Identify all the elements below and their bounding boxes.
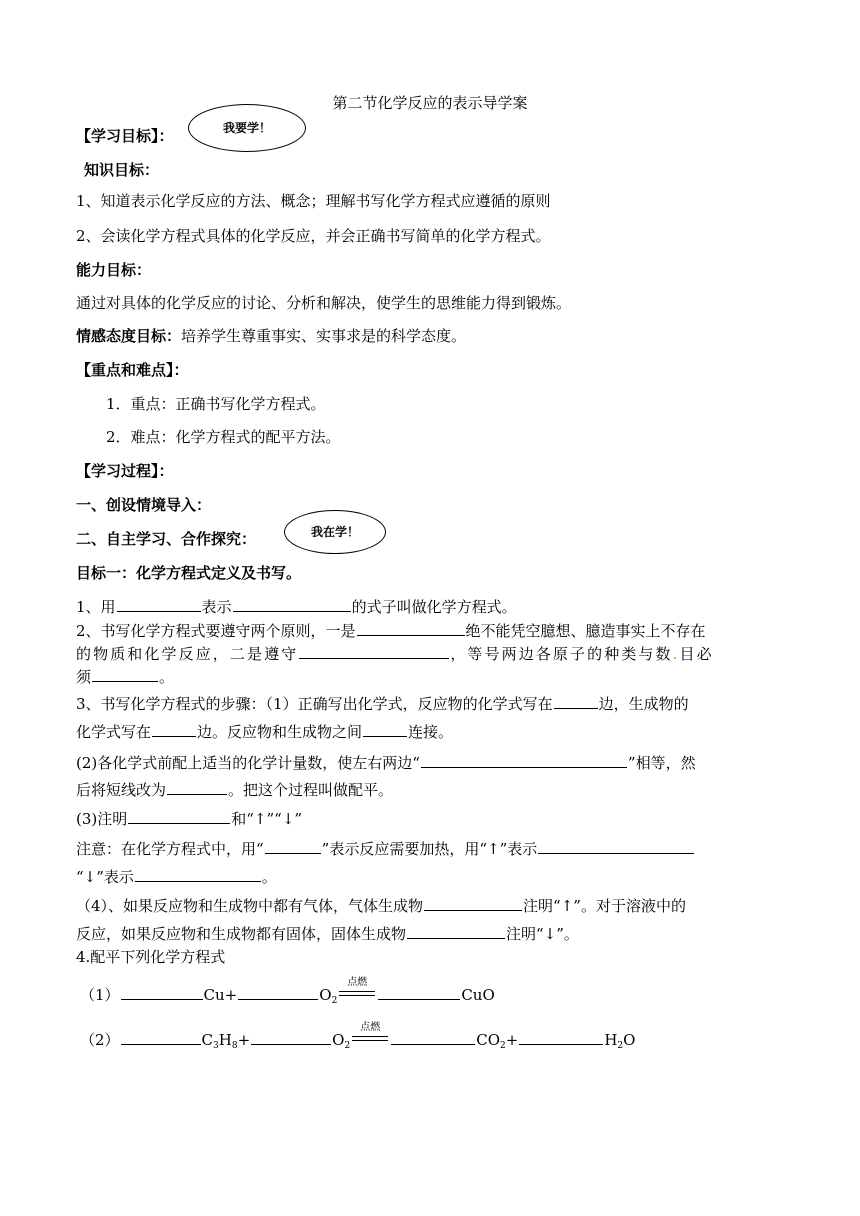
q3-4-blank-2[interactable]: [407, 923, 505, 939]
q3-blank-1[interactable]: [554, 693, 598, 709]
q1-blank-1[interactable]: [117, 596, 201, 612]
eq2-sub-2: 2: [344, 1041, 351, 1051]
eq2-sub-3: 2: [500, 1041, 506, 1051]
q3-4-text-a: （4）、如果反应物和生成物中都有气体，气体生成物: [76, 897, 424, 915]
knowledge-goal-2: 2、会读化学方程式具体的化学反应，并会正确书写简单的化学方程式。: [76, 227, 551, 245]
emotion-goal-label: 情感态度目标：: [76, 327, 182, 345]
note-line-1: [76, 838, 695, 859]
speech-bubble-want-to-learn: 我要学！: [188, 104, 306, 152]
question-3-2-line-1: [76, 752, 696, 773]
knowledge-goal-1: 1、知道表示化学反应的方法、概念；理解书写化学方程式应遵循的原则: [76, 192, 551, 210]
q3-4-text-b: 注明“↑”。对于溶液中的: [523, 897, 686, 915]
q3-2-text-b: ”相等，然: [627, 754, 696, 772]
eq2-plus-1: +: [237, 1031, 251, 1049]
q3-3-text-b: 和“↑”“↓”: [231, 810, 303, 828]
eq2-number: （2）: [80, 1031, 120, 1049]
eq2-plus-2: +: [505, 1031, 519, 1049]
q2-text-e: 目必: [679, 645, 714, 663]
question-3-2-line-2: [76, 779, 393, 800]
eq2-term-2: O: [332, 1031, 345, 1049]
q3-text-e: 连接。: [408, 723, 454, 741]
question-3-4-line-2: [76, 923, 579, 944]
eq2-condition-label: 点燃: [360, 1022, 381, 1033]
eq1-condition-label: 点燃: [347, 977, 368, 988]
emotion-goal-text: 培养学生尊重事实、实事求是的科学态度。: [181, 327, 467, 345]
question-2-line-1: [76, 620, 706, 641]
speech-bubble-learning: 我在学！: [284, 510, 386, 554]
step-2-heading: 二、自主学习、合作探究：: [76, 530, 257, 548]
question-3-4-line-1: [76, 895, 686, 916]
eq2-coef-blank-2[interactable]: [251, 1029, 331, 1045]
eq1-coef-blank-1[interactable]: [121, 984, 203, 1000]
page-title: 第二节化学反应的表示导学案: [332, 94, 528, 112]
equation-2: [80, 1022, 636, 1056]
question-4-heading: 4.配平下列化学方程式: [76, 948, 226, 966]
note-text-c: “↓”表示: [76, 868, 134, 886]
eq2-sub-1a: 3: [213, 1041, 219, 1051]
eq2-term-4a: H: [604, 1031, 618, 1049]
section-learning-goals: 【学习目标】：: [76, 127, 174, 145]
q2-blank-3[interactable]: [92, 666, 158, 682]
q3-4-blank-1[interactable]: [424, 895, 522, 911]
q2-text-f: 须: [76, 668, 92, 686]
q3-2-text-d: 。把这个过程叫做配平。: [228, 781, 394, 799]
q1-text-c: 的式子叫做化学方程式。: [351, 598, 517, 616]
q2-blank-1[interactable]: [357, 620, 465, 636]
q2-text-a: 2、书写化学方程式要遵守两个原则，一是: [76, 622, 356, 640]
question-1: [76, 596, 517, 617]
eq1-term-3: CuO: [461, 986, 495, 1004]
eq2-coef-blank-3[interactable]: [391, 1029, 475, 1045]
target-1-heading: 目标一：化学方程式定义及书写。: [76, 564, 302, 582]
q1-text-b: 表示: [201, 598, 232, 616]
note-text-b: ”表示反应需要加热，用“↑”表示: [321, 840, 538, 858]
eq2-term-4b: O: [623, 1031, 636, 1049]
eq2-term-3: CO: [476, 1031, 500, 1049]
eq2-condition-sign: [352, 1022, 388, 1047]
eq2-sub-1b: 8: [231, 1041, 238, 1051]
equation-1: [80, 977, 495, 1011]
q3-text-a: 3、书写化学方程式的步骤：（1）正确写出化学式，反应物的化学式写在: [76, 695, 553, 713]
question-3-line-2: [76, 721, 453, 742]
q3-2-blank-2[interactable]: [167, 779, 227, 795]
eq1-coef-blank-3[interactable]: [378, 984, 460, 1000]
step-1-heading: 一、创设情境导入：: [76, 496, 212, 514]
q3-text-d: 边。反应物和生成物之间: [197, 723, 363, 741]
q2-text-d: ，等号两边各原子的种类与数: [450, 645, 673, 663]
q2-text-b: 绝不能凭空臆想、臆造事实上不存在: [465, 622, 706, 640]
question-2-line-3: [76, 666, 174, 687]
key-point-1: 1．重点：正确书写化学方程式。: [106, 395, 326, 413]
eq1-sub-2: 2: [331, 996, 338, 1006]
eq2-coef-blank-4[interactable]: [519, 1029, 603, 1045]
q3-2-blank-1[interactable]: [421, 752, 627, 768]
highlight-dot: .: [672, 645, 680, 663]
note-line-2: [76, 866, 277, 887]
q3-2-text-a: (2)各化学式前配上适当的化学计量数，使左右两边“: [76, 754, 420, 772]
q3-3-blank[interactable]: [128, 808, 230, 824]
eq1-term-1: Cu+: [203, 986, 238, 1004]
q3-blank-3[interactable]: [363, 721, 407, 737]
note-blank-2[interactable]: [538, 838, 694, 854]
q3-2-text-c: 后将短线改为: [76, 781, 167, 799]
q3-text-c: 化学式写在: [76, 723, 152, 741]
q1-text-a: 1、用: [76, 598, 116, 616]
note-text-d: 。: [261, 868, 277, 886]
eq2-term-1a: C: [201, 1031, 214, 1049]
eq2-term-1b: H: [218, 1031, 232, 1049]
ability-goal-text: 通过对具体的化学反应的讨论、分析和解决，使学生的思维能力得到锻炼。: [76, 294, 572, 312]
question-2-line-2: [76, 643, 714, 664]
ability-goal-heading: 能力目标：: [76, 261, 152, 279]
eq1-condition-sign: [339, 977, 375, 1002]
q3-blank-2[interactable]: [152, 721, 196, 737]
question-3-3: [76, 808, 302, 829]
eq1-term-2: O: [319, 986, 332, 1004]
q2-blank-2[interactable]: [299, 643, 449, 659]
eq2-coef-blank-1[interactable]: [121, 1029, 201, 1045]
note-blank-1[interactable]: [265, 838, 321, 854]
q2-text-g: 。: [159, 668, 175, 686]
eq1-coef-blank-2[interactable]: [238, 984, 318, 1000]
q3-text-b: 边，生成物的: [598, 695, 689, 713]
q3-3-text-a: (3)注明: [76, 810, 128, 828]
section-learning-process: 【学习过程】：: [76, 462, 174, 480]
eq2-sub-4: 2: [617, 1041, 624, 1051]
q1-blank-2[interactable]: [233, 596, 351, 612]
note-text-a: 注意：在化学方程式中，用“: [76, 840, 264, 858]
note-blank-3[interactable]: [135, 866, 261, 882]
q2-text-c: 的物质和化学反应，二是遵守: [76, 645, 299, 663]
knowledge-goal-heading: 知识目标：: [84, 161, 160, 179]
question-3-line-1: [76, 693, 689, 714]
key-point-2: 2．难点：化学方程式的配平方法。: [106, 428, 341, 446]
q3-4-text-d: 注明“↓”。: [506, 925, 579, 943]
q3-4-text-c: 反应，如果反应物和生成物都有固体，固体生成物: [76, 925, 407, 943]
section-key-points: 【重点和难点】：: [76, 361, 189, 379]
emotion-goal: [76, 326, 466, 346]
eq1-number: （1）: [80, 986, 120, 1004]
